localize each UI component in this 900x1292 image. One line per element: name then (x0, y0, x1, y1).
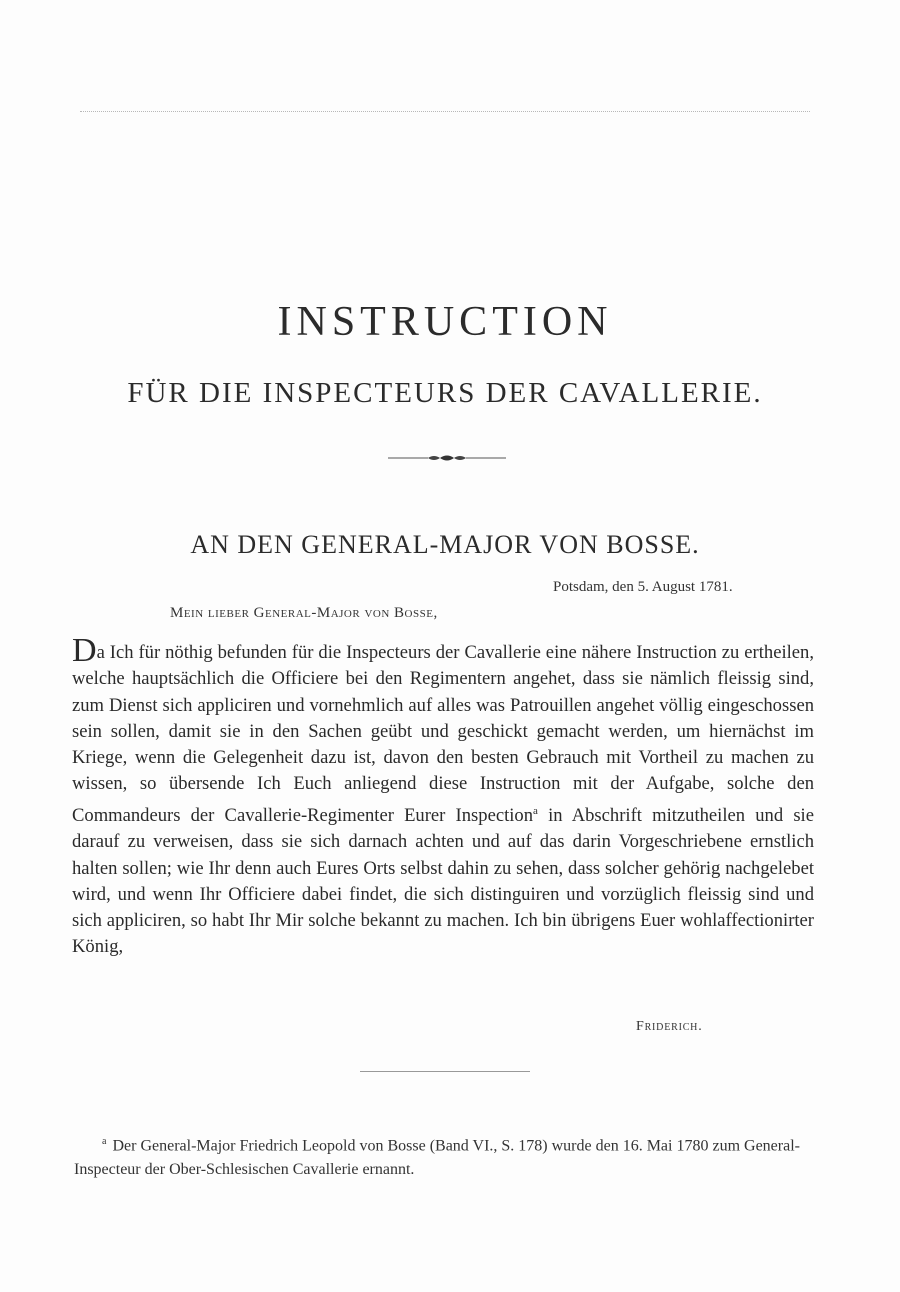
top-dotted-rule (80, 111, 810, 112)
page-subtitle: FÜR DIE INSPECTEURS DER CAVALLERIE. (127, 377, 763, 409)
footnote-reference: a (533, 804, 538, 817)
footnote (74, 1130, 814, 1182)
letter-body (72, 632, 814, 961)
page-title: INSTRUCTION (277, 299, 613, 345)
letter-address-heading: AN DEN GENERAL-MAJOR VON BOSSE. (190, 530, 700, 559)
footnote-text: Der General-Major Friedrich Leopold von Bosse (Band VI., S. 178) wurde den 16. Mai 1780 zum General-Inspecteur der Ober-Schlesischen Cavallerie ernannt. (74, 1137, 800, 1179)
letter-salutation: Mein lieber General-Major von Bosse, (170, 605, 438, 621)
signature: Friderich. (636, 1019, 703, 1034)
ornament-divider-icon (388, 452, 506, 464)
letter-body-text: a Ich für nöthig befunden für die Inspecteurs der Cavallerie eine nähere Instruction zu ertheilen, welche hauptsächlich die Officiere bei den Regimentern angehet, dass sie nämlich fleissig sind, zum Dienst sich appliciren und vornehmlich auf alles was Patrouillen angehet völlig eingeschossen sein sollen, damit sie in den Sachen geübt und geschickt gemacht werden, um hiernächst im Kriege, wenn die Gelegenheit dazu ist, davon den besten Gebrauch mit Vortheil zu machen zu wissen, so übersende Ich Euch anliegend diese Instruction mit der Aufgabe, solche den Commandeurs der Cavallerie-Regimenter Eurer Inspection (72, 642, 814, 826)
footnote-mark: a (102, 1136, 107, 1147)
letter-body-text-continued: in Abschrift mitzutheilen und sie darauf zu verweisen, dass sie sich darnach achten und auf das darin Vorgeschriebene ernstlich halten sollen; wie Ihr denn auch Eures Orts selbst dahin zu sehen, dass solcher gehörig nachgelebet wird, und wenn Ihr Officiere dabei findet, die sich distinguiren und vorzüglich fleissig sind und sich appliciren, so habt Ihr Mir solche bekannt zu machen. Ich bin übrigens Euer wohlaffectionirter König, (72, 804, 814, 958)
footnote-separator (360, 1071, 530, 1072)
letter-dateline: Potsdam, den 5. August 1781. (553, 579, 733, 595)
drop-cap: D (72, 632, 97, 669)
